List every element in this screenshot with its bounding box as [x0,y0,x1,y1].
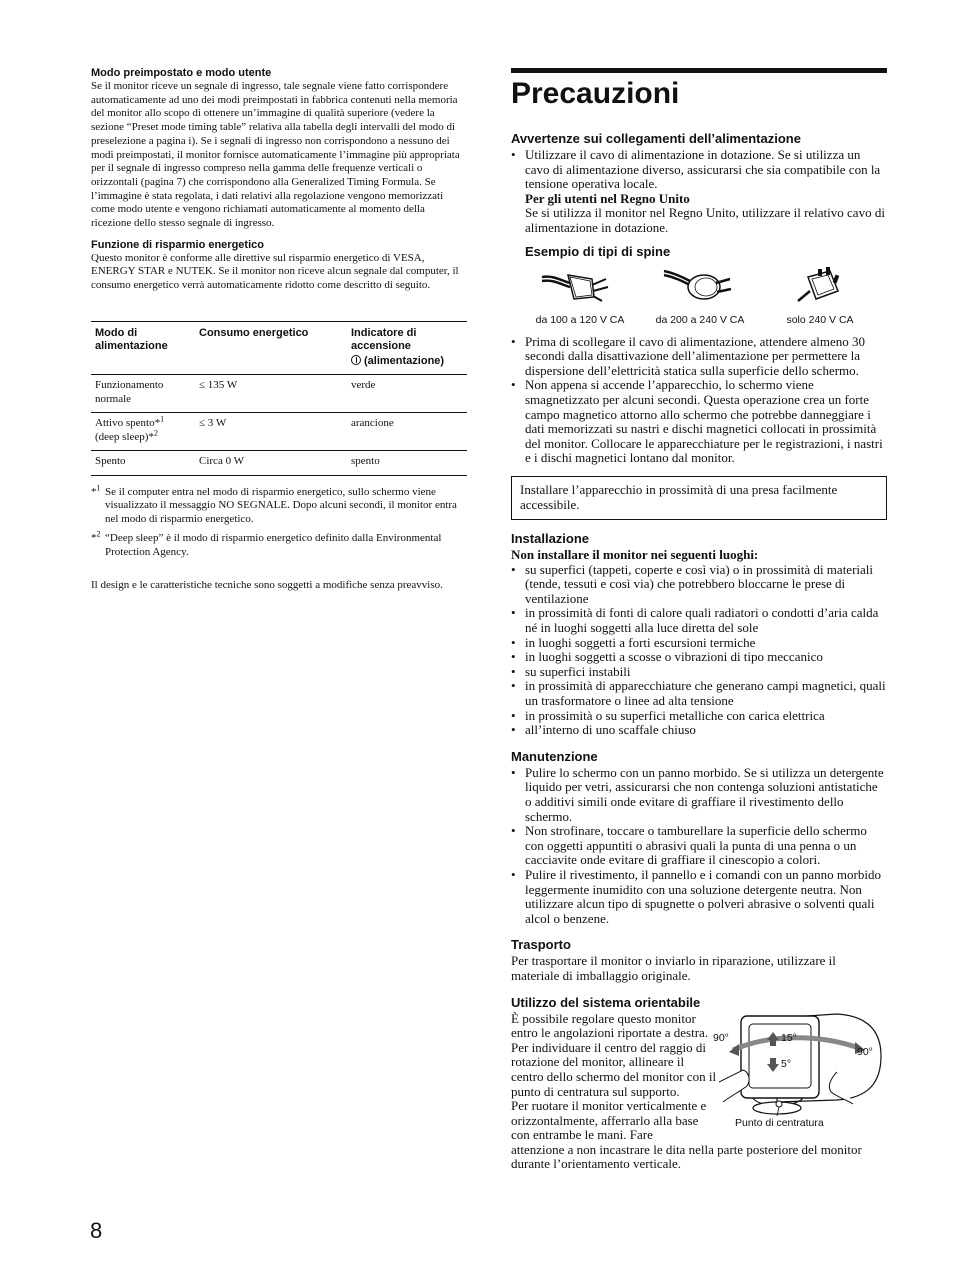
power-warnings-heading: Avvertenze sui collegamenti dell’alimentazione [511,131,801,146]
power-warnings-list-2 [511,335,887,466]
energy-text-b: e NUTEK. Se il monitor non riceve alcun segnale dal computer, il consumo energetico verrà automaticamente ridotto come descritto di seguito. [91,265,459,292]
plugs-heading: Esempio di tipi di spine [525,243,671,259]
power-table-header [91,321,467,375]
right-column [511,68,887,1172]
row-mode-b: (deep sleep)* [95,430,154,443]
list-item: • all’interno di uno scaffale chiuso [511,723,887,738]
tilt-text-2: Per ruotare il monitor verticalmente e orizzontalmente, afferrarlo alla base con entrambe le mani. Fare [511,1098,707,1143]
installation-heading: Installazione [511,531,590,547]
page-title: Precauzioni [511,77,680,110]
angle-left-label: 90° [713,1031,729,1044]
title-rule [511,68,887,73]
power-table [91,321,467,476]
table-row [91,413,467,451]
list-item: • in prossimità di fonti di calore quali radiatori o condotti d’aria calda né in luoghi soggetti alla luce diretta del sole [511,606,887,635]
transport-heading: Trasporto [511,937,571,953]
uk-heading: Per gli utenti nel Regno Unito [525,190,690,206]
footnotes [91,483,465,560]
left-column [91,66,465,593]
plug-examples [525,265,875,327]
preset-heading: Modo preimpostato e modo utente [91,67,272,79]
row-consumption: ≤ 3 W [199,417,227,430]
angle-up-label: 15° [781,1031,797,1044]
table-row [91,451,467,476]
row-sup1: 1 [160,414,165,424]
list-item: • su superfici instabili [511,665,887,680]
tilt-text-1: È possibile regolare questo monitor entro le angolazioni riportate a destra. Per individuare il centro del raggio di rotazione del monitor, allineare il centro dello schermo del monitor con il punto di centratura sul supporto. [511,1010,717,1099]
center-point-label: Punto di centratura [735,1116,824,1129]
tilt-text-block [511,1012,719,1143]
footnote-2-mark [91,529,105,559]
accessible-outlet-note: Installare l’apparecchio in prossimità di una presa facilmente accessibile. [511,476,887,520]
uk-text: Se si utilizza il monitor nel Regno Unito, utilizzare il relativo cavo di alimentazione in dotazione. [525,205,885,235]
row-indicator: spento [351,455,380,468]
list-item: • in prossimità o su superfici metalliche con carica elettrica [511,709,887,724]
plug-uk-icon [790,265,850,307]
preset-text: Se il monitor riceve un segnale di ingresso, tale segnale viene fatto corrispondere automaticamente ad uno dei modi preimpostati in fabbrica contenuti nella memoria del monitor allo scopo di ottenere un’immagine di qualità superiore (vedere la sezione “Preset mode timing table” relativa alla tabella degli intervalli del modo di preselezione a pagina i). Se i segnali di ingresso non corrispondono a nessuno dei modi preimpostati, il monitor fornisce automaticamente l’immagine più appropriata per il segnale di ingresso compreso nella gamma delle frequenze verticali o orizzontali (pagina 7) che corrispondono alla Generalized Timing Formula. Se l’immagine è stata regolata, i dati relativi alla regolazione vengono memorizzati come modo utente e vengono richiamati automaticamente al momento della ricezione dello stesso segnale di ingresso. [91,80,460,230]
plug-eu [645,265,755,327]
maintenance-list [511,766,887,927]
page-number: 8 [90,1218,103,1243]
footnote-1 [91,483,465,527]
header-indicator [347,321,467,375]
tilt-row [511,1012,887,1143]
plug-uk [765,265,875,327]
header-indicator-label: Indicatore di accensione [351,326,417,353]
list-item: • Prima di scollegare il cavo di alimentazione, attendere almeno 30 secondi dalla disattivazione dell’alimentazione per permettere la dispersione dell’elettricità statica sulla superficie dello schermo. [511,335,887,379]
plug-us [525,265,635,327]
row-mode: Spento [95,455,126,468]
footnote-1-text: Se il computer entra nel modo di risparmio energetico, sullo schermo viene visualizzato il messaggio NO SEGNALE. Dopo alcuni secondi, il monitor entra nel modo di risparmio energetico. [105,485,457,525]
list-item: • Pulire il rivestimento, il pannello e i comandi con un panno morbido leggermente inumidito con una soluzione detergente neutra. Non utilizzare alcun tipo di spugnette o polveri abrasive o solventi quali alcol o benzene. [511,868,887,926]
angle-right-label: 90° [857,1045,873,1058]
disclaimer: Il design e le caratteristiche tecniche sono soggetti a modifiche senza preavviso. [91,579,443,592]
energy-heading: Funzione di risparmio energetico [91,238,264,251]
row-sup2: 2 [153,428,158,438]
list-item: • Pulire lo schermo con un panno morbido. Se si utilizza un detergente liquido per vetri, assicurarsi che non contenga soluzioni antistatiche o additivi simili onde evitare di graffiare il rivestimento dello schermo. [511,766,887,824]
fn1-star: * [91,485,97,498]
row-mode-a: Attivo spento* [95,417,161,430]
header-consumption: Consumo energetico [195,321,347,375]
transport-text: Per trasportare il monitor o inviarlo in riparazione, utilizzare il materiale di imballaggio originale. [511,953,836,983]
plug-us-label: da 100 a 120 V CA [535,313,625,326]
energy-star-text: ENERGY STAR [91,265,166,278]
list-item: • su superfici (tappeti, coperte e così via) o in prossimità di materiali (tende, tessuti e così via) che potrebbero bloccarne le prese di ventilazione [511,563,887,607]
energy-text [91,252,465,293]
plug-uk-label: solo 240 V CA [786,313,854,326]
footnote-1-mark [91,483,105,527]
tilt-heading: Utilizzo del sistema orientabile [511,994,701,1010]
installation-subheading: Non installare il monitor nei seguenti luoghi: [511,547,759,563]
list-item [511,148,887,236]
row-consumption: ≤ 135 W [199,379,238,392]
fn2-star: * [91,532,97,545]
row-mode: Funzionamento normale [95,379,164,405]
row-mode [91,413,195,451]
row-indicator: verde [351,379,376,392]
power-bullet-1: Utilizzare il cavo di alimentazione in dotazione. Se si utilizza un cavo di alimentazione diverso, assicurarsi che sia compatibile con la tensione operativa locale. [525,147,881,192]
energy-text-a: Questo monitor è conforme alle direttive sul risparmio energetico di VESA, [91,251,425,264]
fn2-sup: 2 [96,529,101,539]
plug-eu-icon [660,265,740,307]
list-item: • in prossimità di apparecchiature che generano campi magnetici, quali un trasformatore o linee ad alta tensione [511,679,887,708]
list-item: • Non strofinare, toccare o tamburellare la superficie dello schermo con oggetti appuntiti o abrasivi quali la punta di una penna o un cacciavite onde evitare di graffiare il cinescopio a colori. [511,824,887,868]
maintenance-heading: Manutenzione [511,748,598,764]
power-warnings-list-1 [511,148,887,236]
list-item: • in luoghi soggetti a forti escursioni termiche [511,636,887,651]
fn1-sup: 1 [96,483,101,493]
row-indicator: arancione [351,417,394,430]
footnote-2 [91,529,465,559]
power-symbol-icon [351,355,361,365]
list-item: • Non appena si accende l’apparecchio, lo schermo viene smagnetizzato per alcuni secondi. Questa operazione crea un forte campo magnetico attorno allo schermo che potrebbe danneggiare i dati memorizzati su nastri e dischi magnetici collocati in prossimità del monitor. Collocare le apparecchiature per le registrazioni, i nastri e i dischi magnetici lontano dal monitor. [511,378,887,466]
table-row [91,375,467,413]
tilt-text-3: attenzione a non incastrare le dita nella parte posteriore del monitor durante l’orientamento verticale. [511,1141,862,1172]
header-indicator-sub: (alimentazione) [364,354,445,367]
list-item: • in luoghi soggetti a scosse o vibrazioni di tipo meccanico [511,650,887,665]
installation-list [511,563,887,738]
footnote-2-text: “Deep sleep” è il modo di risparmio energetico definito dalla Environmental Protection Agency. [105,532,442,558]
tilt-illustration [713,1012,887,1140]
row-consumption: Circa 0 W [199,455,245,468]
tilt-section [511,1012,887,1173]
monitor-tilt-icon [719,1012,887,1124]
plug-us-icon [540,265,620,307]
plug-eu-label: da 200 a 240 V CA [655,313,745,326]
angle-down-label: 5° [781,1057,792,1070]
header-mode: Modo di alimentazione [91,321,195,375]
